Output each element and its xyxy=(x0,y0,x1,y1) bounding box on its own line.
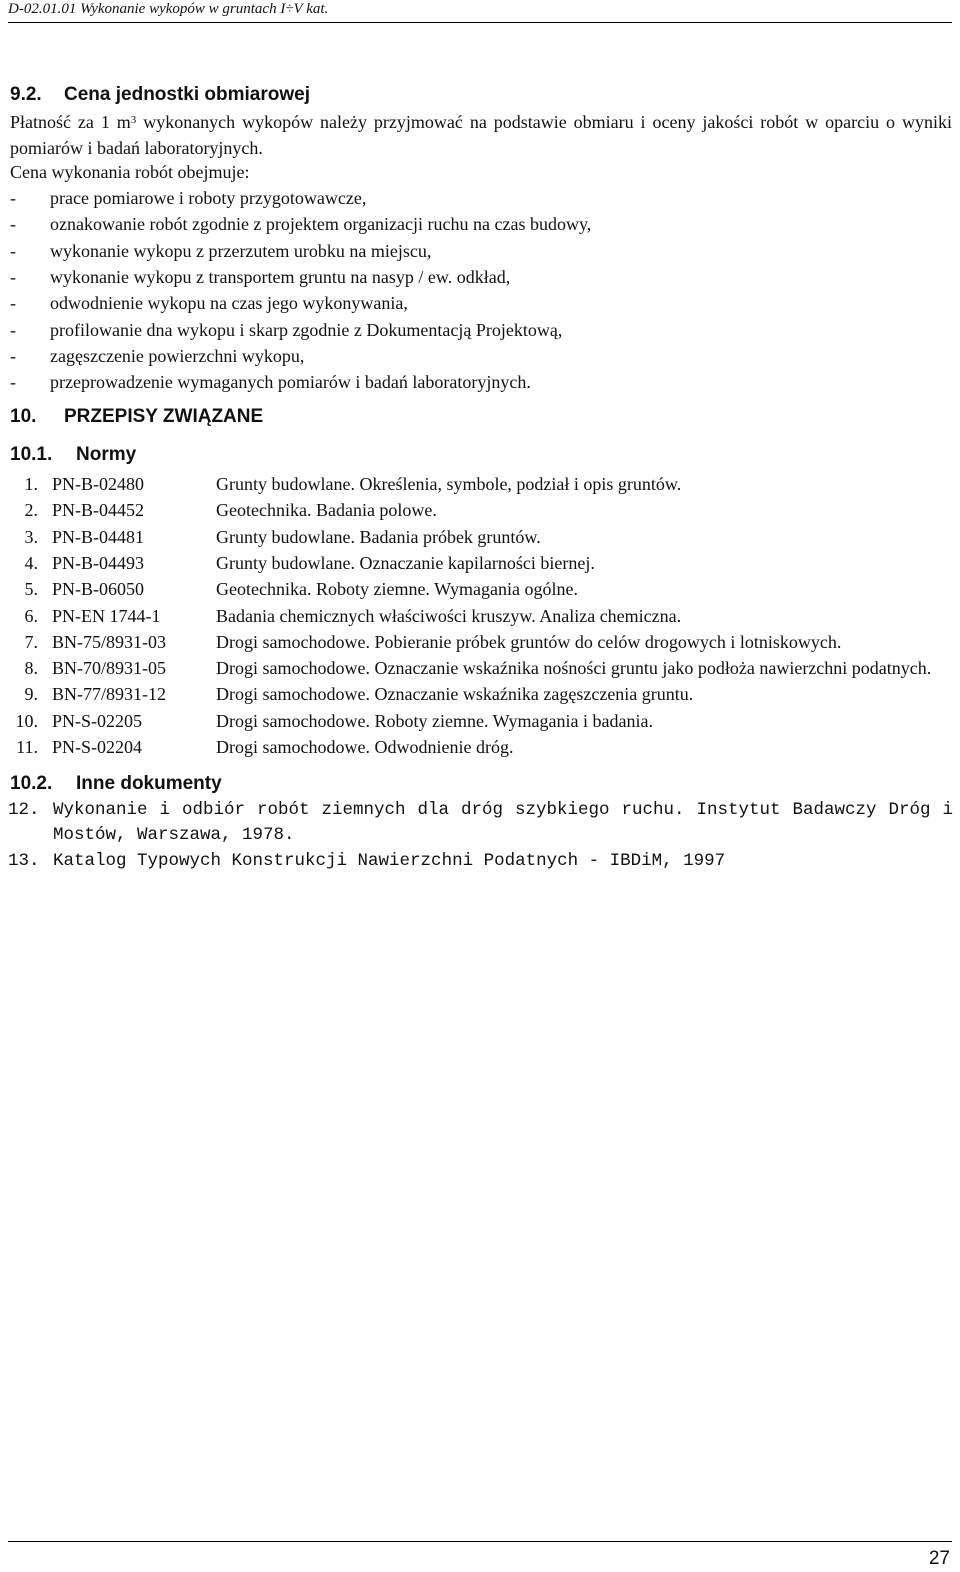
page-header xyxy=(8,0,952,23)
norm-description: Grunty budowlane. Określenia, symbole, podział i opis gruntów. xyxy=(216,474,682,494)
norm-description: Drogi samochodowe. Pobieranie próbek gruntów do celów drogowych i lotniskowych. xyxy=(216,631,842,652)
norm-number: 11. xyxy=(16,737,38,757)
norm-code: PN-B-02480 xyxy=(52,474,145,494)
norm-code: PN-B-06050 xyxy=(52,579,145,600)
bullet-text: wykonanie wykopu z transportem gruntu na nasyp / ew. odkład, xyxy=(50,266,511,287)
section-title: Cena jednostki obmiarowej xyxy=(64,84,310,105)
bullet-text: prace pomiarowe i roboty przygotowawcze, xyxy=(50,188,367,208)
norm-description: Grunty budowlane. Badania próbek gruntów. xyxy=(216,526,541,547)
norm-code: PN-B-04452 xyxy=(52,500,145,521)
header-title: D-02.01.01 Wykonanie wykopów w gruntach I÷V kat. xyxy=(8,1,329,17)
norm-number: 3. xyxy=(24,526,38,547)
paragraph-text: Płatność za 1 m xyxy=(10,112,131,132)
bullet-dash: - xyxy=(10,188,16,208)
bullet-text: odwodnienie wykopu na czas jego wykonywania, xyxy=(50,293,408,314)
norm-number: 7. xyxy=(24,631,38,652)
bullet-dash: - xyxy=(10,372,16,393)
section-title: Inne dokumenty xyxy=(76,773,222,794)
bullet-dash: - xyxy=(10,293,16,314)
norm-code: PN-EN 1744-1 xyxy=(52,605,161,626)
section-number: 10.2. xyxy=(10,773,53,794)
norm-code: PN-B-04493 xyxy=(52,552,145,573)
document-text: Wykonanie i odbiór robót ziemnych dla dróg szybkiego ruchu. Instytut Badawczy Dróg i Mostów, Warszawa, 1978. xyxy=(53,800,953,845)
section-heading-10-1 xyxy=(10,444,136,466)
norm-code: PN-S-02204 xyxy=(52,737,143,757)
section-number: 10.1. xyxy=(10,444,53,465)
section-heading-9-2 xyxy=(10,84,310,106)
bullet-text: wykonanie wykopu z przerzutem urobku na miejscu, xyxy=(50,240,432,261)
document-number: 12. xyxy=(8,800,40,820)
norm-code: BN-75/8931-03 xyxy=(52,631,166,652)
norm-number: 6. xyxy=(24,605,38,626)
section-title: Normy xyxy=(76,444,137,465)
norm-number: 5. xyxy=(24,579,38,600)
bullet-text: oznakowanie robót zgodnie z projektem organizacji ruchu na czas budowy, xyxy=(50,214,592,235)
norm-description: Drogi samochodowe. Odwodnienie dróg. xyxy=(216,737,514,757)
norm-description: Drogi samochodowe. Roboty ziemne. Wymagania i badania. xyxy=(216,710,653,731)
section-heading-10-2 xyxy=(10,773,222,795)
norm-description: Drogi samochodowe. Oznaczanie wskaźnika nośności gruntu jako podłoża nawierzchni podatnych. xyxy=(216,658,932,679)
norm-code: BN-77/8931-12 xyxy=(52,684,166,705)
norm-code: PN-B-04481 xyxy=(52,526,145,547)
section-heading-10 xyxy=(10,406,263,428)
section-number: 9.2. xyxy=(10,84,42,105)
norm-code: BN-70/8931-05 xyxy=(52,658,166,679)
norm-description: Drogi samochodowe. Oznaczanie wskaźnika zagęszczenia gruntu. xyxy=(216,684,694,705)
norm-description: Geotechnika. Roboty ziemne. Wymagania ogólne. xyxy=(216,579,578,600)
footer-divider xyxy=(8,1541,952,1542)
norm-description: Grunty budowlane. Oznaczanie kapilarności biernej. xyxy=(216,552,595,573)
superscript: 3 xyxy=(130,114,137,126)
bullet-dash: - xyxy=(10,319,16,340)
norm-number: 9. xyxy=(24,684,38,705)
norm-number: 2. xyxy=(24,500,38,521)
section-number: 10. xyxy=(10,406,37,427)
norm-number: 4. xyxy=(24,552,38,573)
norm-code: PN-S-02205 xyxy=(52,710,143,731)
scope-intro: Cena wykonania robót obejmuje: xyxy=(10,162,250,182)
payment-paragraph xyxy=(10,109,952,161)
document-text: Katalog Typowych Konstrukcji Nawierzchni Podatnych - IBDiM, 1997 xyxy=(53,851,726,871)
section-title: PRZEPISY ZWIĄZANE xyxy=(64,406,264,427)
norm-description: Badania chemicznych właściwości kruszyw. Analiza chemiczna. xyxy=(216,605,682,626)
bullet-text: przeprowadzenie wymaganych pomiarów i badań laboratoryjnych. xyxy=(50,372,531,393)
bullet-dash: - xyxy=(10,266,16,287)
bullet-text: profilowanie dna wykopu i skarp zgodnie z Dokumentacją Projektową, xyxy=(50,319,563,340)
norm-number: 1. xyxy=(24,474,38,494)
norm-number: 10. xyxy=(15,710,38,731)
bullet-dash: - xyxy=(10,345,16,366)
bullet-dash: - xyxy=(10,214,16,235)
page-number: 27 xyxy=(928,1548,950,1569)
bullet-dash: - xyxy=(10,240,16,261)
document-number: 13. xyxy=(8,851,40,871)
bullet-text: zagęszczenie powierzchni wykopu, xyxy=(50,345,305,366)
norm-description: Geotechnika. Badania polowe. xyxy=(216,500,437,521)
paragraph-text: wykonanych wykopów należy przyjmować na podstawie obmiaru i oceny jakości robót w oparciu o wyniki pomiarów i badań laboratoryjnych. xyxy=(10,112,952,158)
norm-number: 8. xyxy=(24,658,38,679)
